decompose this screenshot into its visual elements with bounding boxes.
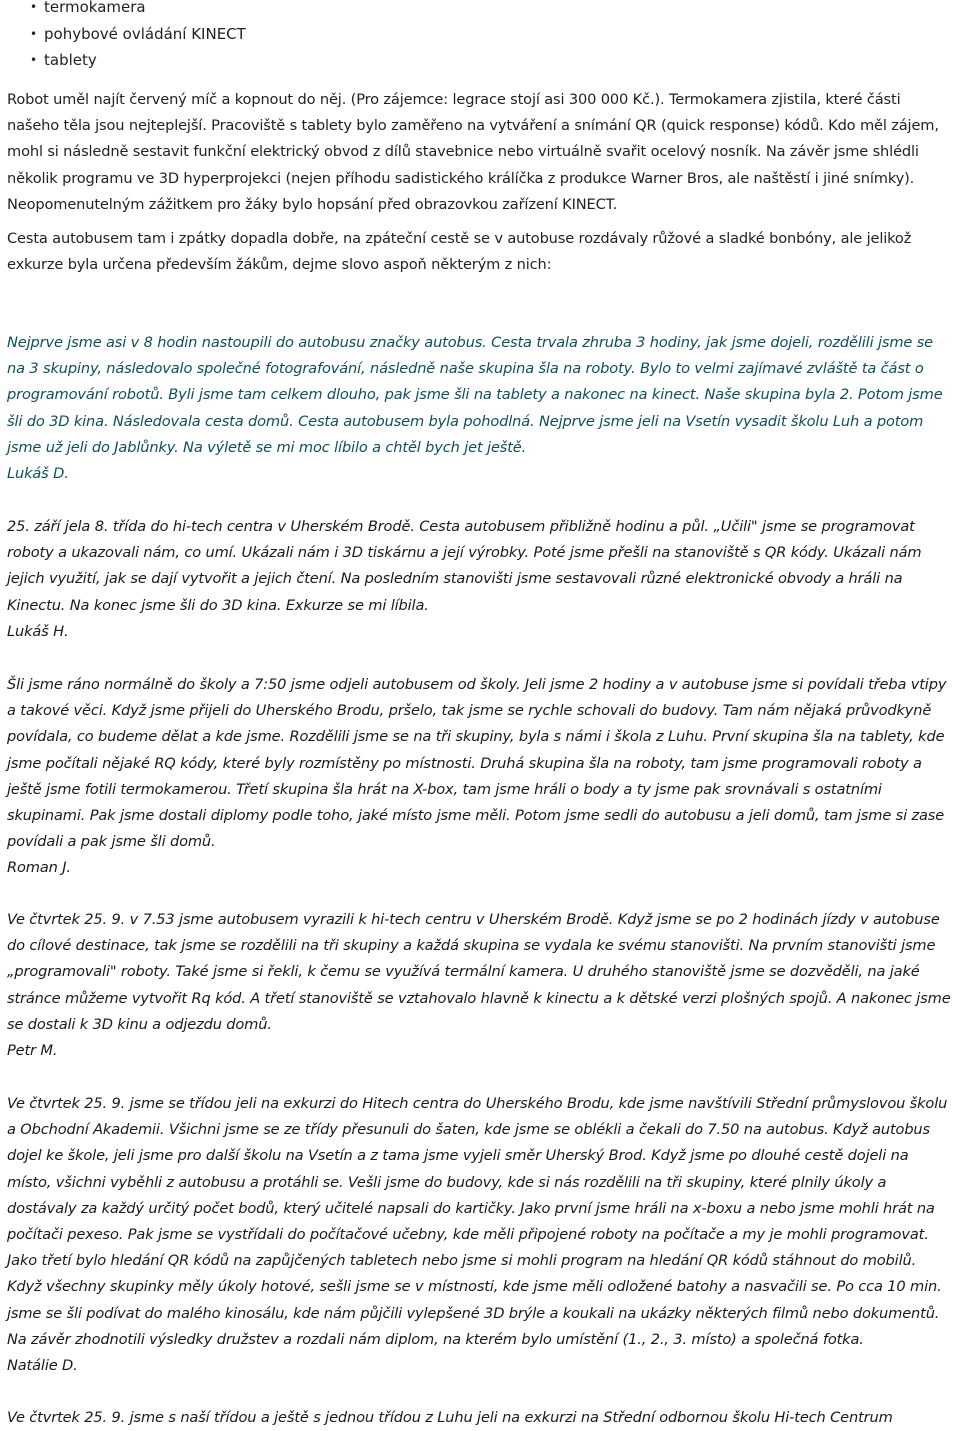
report-text: 25. září jela 8. třída do hi-tech centra v Uherském Brodě. Cesta autobusem přibližně hodinu a půl. „Učili" jsme se programovat roboty a ukazovali nám, co umí. Ukázali nám i 3D tiskárnu a její výrobky. Poté jsme přešli na stanoviště s QR kódy. Ukázali nám jejich využití, jak se dají vytvořit a jejich čtení. Na posledním stanovišti jsme sestavovali různé elektronické obvody a hráli na Kinectu. Na konec jsme šli do 3D kina. Exkurze se mi líbila. xyxy=(7,518,922,614)
intro-paragraph: Robot uměl najít červený míč a kopnout do něj. (Pro zájemce: legrace stojí asi 300 000 Kč.). Termokamera zjistila, které části našeho těla jsou nejteplejší. Pracoviště s tablety bylo zaměřeno na vytváření a snímání QR (quick response) kódů. Kdo měl zájem, mohl si následně sestavit funkční elektrický obvod z dílů stavebnice nebo virtuálně svařit ocelový nosník. Na závěr jsme shlédli několik programu ve 3D hyperprojekci (nejen příhodu sadistického králíčka z produkce Warner Bros, ale naštěstí i jiné snímky). Neopomenutelným zážitkem pro žáky bylo hopsání před obrazovkou zařízení KINECT. xyxy=(7,91,939,213)
report-text: Ve čtvrtek 25. 9. v 7.53 jsme autobusem vyrazili k hi-tech centru v Uherském Brodě. Když jsme se po 2 hodinách jízdy v autobuse do cílové destinace, tak jsme se rozdělili na tři skupiny a každá skupina se vydala ke svému stanovišti. Na prvním stanovišti jsme „programovali" roboty. Také jsme si řekli, k čemu se využívá termální kamera. U druhého stanoviště jsme se dozvěděli, na jaké stránce můžeme vytvořit Rq kód. A třetí stanoviště se vztahovalo hlavně k kinectu a k dětské verzi plošných spojů. A nakonec jsme se dostali k 3D kinu a odjezdu domů. xyxy=(7,911,951,1033)
report-text: Šli jsme ráno normálně do školy a 7:50 jsme odjeli autobusem od školy. Jeli jsme 2 hodiny a v autobuse jsme si povídali třeba vtipy a takové věci. Když jsme přijeli do Uherského Brodu, pršelo, tak jsme se rychle schovali do budovy. Tam nám nějaká průvodkyně povídala, co budeme dělat a kde jsme. Rozdělili jsme se na tři skupiny, byla s námi i škola z Luhu. První skupina šla na tablety, kde jsme počítali nějaké RQ kódy, které byly rozmístěny po místnosti. Druhá skupina šla na roboty, tam jsme programovali roboty a ještě jsme fotili termokamerou. Třetí skupina šla hrát na X-box, tam jsme hráli o body a ty jsme pak srovnávali s ostatními skupinami. Pak jsme dostali diplomy podle toho, jaké místo jsme měli. Potom jsme sedli do autobusu a jeli domů, tam jsme si zase povídali a pak jsme šli domů. xyxy=(7,676,947,851)
report-text: Nejprve jsme asi v 8 hodin nastoupili do autobusu značky autobus. Cesta trvala zhruba 3 hodiny, jak jsme dojeli, rozdělili jsme se na 3 skupiny, následovalo společné fotografování, následně naše skupina šla na roboty. Bylo to velmi zajímavé zvláště ta část o programování robotů. Byli jsme tam celkem dlouho, pak jsme šli na tablety a nakonec na kinect. Naše skupina byla 2. Potom jsme šli do 3D kina. Následovala cesta domů. Cesta autobusem byla pohodlná. Nejprve jsme jeli na Vsetín vysadit školu Luh a potom jsme už jeli do Jablůnky. Na výletě se mi moc líbilo a chtěl bych jet ještě. xyxy=(7,334,943,456)
report-author: Lukáš D. xyxy=(7,465,69,483)
equipment-list xyxy=(30,0,246,74)
report-author: Lukáš H. xyxy=(7,622,69,640)
student-report xyxy=(7,514,955,645)
list-item: • tablety xyxy=(30,47,246,74)
list-item: • pohybové ovládání KINECT xyxy=(30,21,246,48)
report-text: Ve čtvrtek 25. 9. jsme s naší třídou a ještě s jednou třídou z Luhu jeli na exkurzi na Střední odbornou školu Hi-tech Centrum xyxy=(7,1409,893,1426)
report-author: Petr M. xyxy=(7,1042,58,1060)
student-report xyxy=(7,1405,955,1431)
student-report xyxy=(7,907,955,1064)
student-report xyxy=(7,672,955,882)
student-report xyxy=(7,330,955,487)
report-author: Roman J. xyxy=(7,859,71,877)
report-text: Ve čtvrtek 25. 9. jsme se třídou jeli na exkurzi do Hitech centra do Uherského Brodu, kde jsme navštívili Střední průmyslovou školu a Obchodní Akademii. Všichni jsme se ze třídy přesunuli do šaten, kde jsme se oblékli a čekali do 7.50 na autobus. Když autobus dojel ke škole, jeli jsme pro další školu na Vsetín a z tama jsme vyjeli směr Uherský Brod. Když jsme po dlouhé cestě dojeli na místo, všichni vyběhli z autobusu a protáhli se. Vešli jsme do budovy, kde si nás rozdělili na tři skupiny, které plnily úkoly a dostávaly za každý určitý počet bodů, který učitelé napsali do kartičky. Jako první jsme hráli na x-boxu a nebo jsme mohli hrát na počítači pexeso. Pak jsme se vystřídali do počítačové učebny, kde měli připojené roboty na počítače a my je mohli programovat. Jako třetí bylo hledání QR kódů na zapůjčených tabletech nebo jsme si mohli program na hledání QR kódů stáhnout do mobilů. Když všechny skupinky měly úkoly hotové, sešli jsme se v místnosti, kde jsme měli odložené batohy a nasvačili se. Po cca 10 min. jsme se šli podívat do malého kinosálu, kde nám půjčili vylepšené 3D brýle a koukali na ukázky některých filmů nebo dokumentů. Na závěr zhodnotili výsledky družstev a rozdali nám diplom, na kterém bylo umístění (1., 2., 3. místo) a společná fotka. xyxy=(7,1095,948,1348)
list-item: • termokamera xyxy=(30,0,246,21)
student-report xyxy=(7,1091,955,1379)
report-author: Natálie D. xyxy=(7,1357,78,1375)
trip-paragraph: Cesta autobusem tam i zpátky dopadla dobře, na zpáteční cestě se v autobuse rozdávaly růžové a sladké bonbóny, ale jelikož exkurze byla určena především žákům, dejme slovo aspoň některým z nich: xyxy=(7,230,912,274)
